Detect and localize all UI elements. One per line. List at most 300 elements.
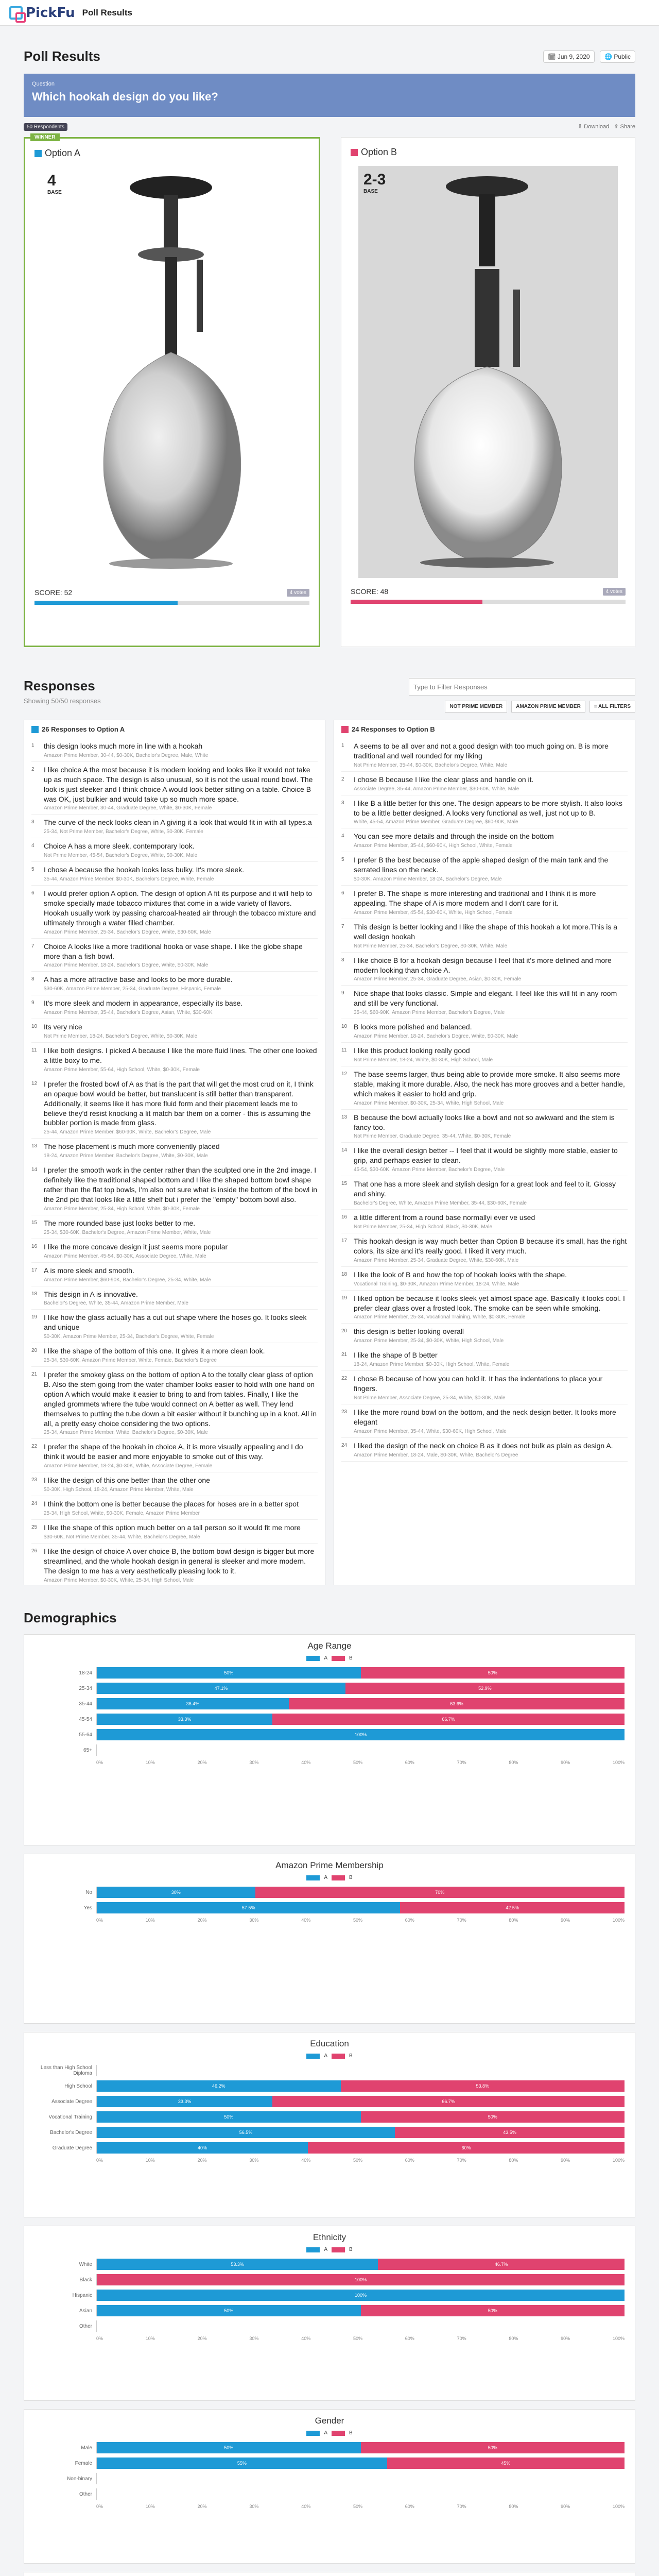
bar-row — [34, 2289, 625, 2302]
bar-segment-a[interactable]: 47.1% — [97, 1683, 345, 1694]
bar-segment-a[interactable]: 50% — [97, 2111, 361, 2123]
legend-a-swatch — [306, 1875, 320, 1880]
response-item — [31, 1019, 318, 1043]
response-item — [31, 862, 318, 886]
bar-track — [96, 2488, 625, 2500]
response-text: a little different from a round base normallyi ever ve used — [354, 1213, 535, 1222]
bar-segment-a[interactable]: 30% — [97, 1887, 255, 1898]
x-tick-label: 60% — [405, 2504, 414, 2509]
x-tick-label: 20% — [197, 1760, 207, 1765]
bar-segment-a[interactable]: 46.2% — [97, 2080, 341, 2092]
response-text: I chose A because the hookah looks less bulky. It's more sleek. — [44, 866, 245, 874]
response-meta: White, 45-54, Amazon Prime Member, Graduate Degree, $60-90K, Male — [354, 819, 518, 825]
response-text: The hose placement is much more conveniently placed — [44, 1142, 220, 1151]
responses-count: Showing 50/50 responses — [24, 697, 101, 705]
response-meta: Not Prime Member, 25-34, High School, Black, $0-30K, Male — [354, 1224, 493, 1230]
legend-b-label: B — [349, 1875, 353, 1880]
demographic-title: Gender — [315, 2416, 344, 2426]
bar-segment-a[interactable]: 55% — [97, 2458, 387, 2469]
response-number: 10 — [341, 1024, 348, 1030]
response-number: 22 — [31, 1444, 38, 1450]
response-item — [341, 1233, 628, 1267]
response-body — [44, 1313, 318, 1340]
visibility-chip[interactable]: 🌐 Public — [600, 50, 635, 63]
bar-track — [96, 1902, 625, 1913]
response-text: I like how the glass actually has a cut out shape where the hoses go. It looks sleek and unique — [44, 1313, 307, 1332]
x-tick-label: 30% — [249, 2158, 259, 2163]
bar-segment-b[interactable]: 60% — [308, 2142, 625, 2154]
bar-track — [96, 2111, 625, 2123]
bar-segment-a[interactable]: 50% — [97, 2442, 361, 2453]
demographic-panel — [24, 2032, 635, 2217]
bar-track — [96, 2096, 625, 2107]
response-meta: Amazon Prime Member, 25-34, Graduate Degree, Asian, $0-30K, Female — [354, 976, 522, 982]
bar-row — [34, 2441, 625, 2454]
response-text: Nice shape that looks classic. Simple and elegant. I feel like this will fit in any room and still be very functional. — [354, 989, 617, 1008]
response-text: I like B a little better for this one. The design appears to be more stylish. It also looks to be a little better designed. A looks very functional as well, just not up to B. — [354, 799, 622, 817]
bar-segment-b[interactable]: 42.5% — [400, 1902, 625, 1913]
response-item — [341, 1347, 628, 1371]
response-item — [341, 852, 628, 886]
response-meta: $30-60K, Amazon Prime Member, 25-34, Graduate Degree, Hispanic, Female — [44, 986, 221, 992]
legend-b-swatch — [332, 2431, 345, 2436]
response-item — [31, 1544, 318, 1585]
response-number: 24 — [341, 1442, 348, 1448]
response-text: I prefer the smokey glass on the bottom of option A to the totally clear glass of option B. Also the stem going from the water chamber looks easier to hold with one hand on option A which would make it easier to bring to and from tables. Finally, I like the angled grommets where the tube would connect on A better as well. They lend themselves to putting the tube down a bit easier without it bunching up in a knot. All in all, a pretty easy choice considering the two options. — [44, 1370, 317, 1428]
response-number: 8 — [31, 976, 34, 982]
response-meta: Amazon Prime Member, 25-34, $0-30K, White, High School, Male — [354, 1338, 504, 1344]
bar-row — [34, 2319, 625, 2333]
bar-segment-b[interactable]: 53.8% — [341, 2080, 625, 2092]
response-body — [44, 865, 244, 882]
response-text: I like the design of this one better than the other one — [44, 1476, 210, 1485]
bar-row-label: Yes — [83, 1905, 92, 1911]
bar-row — [34, 1886, 625, 1899]
bar-row-label: Bachelor's Degree — [50, 2129, 92, 2136]
x-tick-label: 40% — [301, 2158, 311, 2163]
response-number: 13 — [341, 1114, 348, 1120]
response-body — [44, 1547, 318, 1583]
response-text: I prefer the shape of the hookah in choice A, it is more visually appealing and I do think it would be easier and more enjoyable to smoke out of this way. — [44, 1443, 303, 1461]
demographic-panel — [24, 2572, 635, 2576]
response-body — [44, 975, 233, 992]
response-body — [354, 799, 628, 825]
demographic-title: Amazon Prime Membership — [275, 1860, 384, 1870]
x-tick-label: 80% — [509, 2504, 518, 2509]
legend-b-label: B — [349, 2247, 353, 2252]
response-meta: Not Prime Member, 18-24, White, $0-30K, High School, Male — [354, 1057, 493, 1063]
demographic-panel — [24, 2226, 635, 2401]
response-meta: Amazon Prime Member, 18-24, Bachelor's Degree, White, $0-30K, Male — [44, 962, 209, 969]
bar-segment-b[interactable]: 50% — [361, 2111, 625, 2123]
response-item — [341, 1043, 628, 1066]
response-meta: Amazon Prime Member, 30-44, Graduate Degree, White, $0-30K, Female — [44, 805, 212, 811]
bar-row-label: No — [85, 1889, 92, 1895]
bar-segment-a[interactable]: 33.3% — [97, 1714, 272, 1725]
bar-row-label: Non-binary — [67, 2476, 92, 2482]
bar-row — [34, 2064, 625, 2077]
option-b-card[interactable] — [341, 137, 635, 647]
response-text: I like choice A the most because it is modern looking and looks like it would not take up as much space. The design is also unusual, so it is not the usual round bowl. The look is just sleeker and I think choice A would look better sitting on a table. Choice B was OK, just bulkier and would take up so much more space. — [44, 765, 313, 803]
response-number: 11 — [31, 1047, 37, 1054]
response-item — [341, 1267, 628, 1291]
x-tick-label: 50% — [353, 2504, 362, 2509]
response-meta: Not Prime Member, 25-34, Bachelor's Degree, $0-30K, White, Male — [354, 943, 508, 949]
option-a-corner-icon: 4 BASE — [47, 172, 62, 195]
bar-segment-a[interactable]: 50% — [97, 2305, 361, 2316]
x-tick-label: 80% — [509, 1760, 518, 1765]
response-number: 2 — [341, 776, 344, 782]
x-tick-label: 90% — [561, 2504, 570, 2509]
bar-track — [96, 2127, 625, 2138]
bar-segment-b[interactable]: 45% — [387, 2458, 625, 2469]
option-a-label: Option A — [45, 148, 81, 158]
response-number: 5 — [341, 857, 344, 863]
response-text: A has a more attractive base and looks to be more durable. — [44, 975, 233, 984]
response-body — [354, 1046, 493, 1063]
response-number: 3 — [31, 819, 34, 825]
response-text: I like the look of B and how the top of hookah looks with the shape. — [354, 1270, 567, 1279]
response-item — [341, 738, 628, 772]
bar-segment-a[interactable]: 33.3% — [97, 2096, 272, 2107]
response-item — [31, 1215, 318, 1239]
legend-a-label: A — [324, 1655, 327, 1661]
response-item — [31, 762, 318, 815]
x-tick-label: 0% — [96, 2158, 103, 2163]
pickfu-logo[interactable]: PickFu — [9, 5, 75, 21]
bar-segment-a[interactable]: 100% — [97, 1729, 625, 1740]
response-meta: Amazon Prime Member, 18-24, $0-30K, White, Associate Degree, Female — [44, 1463, 213, 1469]
response-meta: Amazon Prime Member, 25-34, Bachelor's Degree, White, $30-60K, Male — [44, 929, 211, 935]
bar-track — [96, 2442, 625, 2453]
response-number: 24 — [31, 1501, 38, 1507]
bar-row-label: Less than High School Diploma — [40, 2065, 92, 2076]
bar-row-label: 35-44 — [79, 1701, 92, 1707]
response-body — [354, 1213, 535, 1230]
response-text: I like the design of choice A over choice B, the bottom bowl design is bigger but more streamlined, and the whole hookah design in general is sleeker and more modern. The design to me has a very aesthetically pleasing look to it. — [44, 1547, 315, 1575]
response-number: 23 — [341, 1409, 348, 1415]
x-tick-label: 20% — [197, 1918, 207, 1923]
bar-segment-a[interactable]: 57.5% — [97, 1902, 400, 1913]
response-number: 5 — [31, 867, 34, 873]
x-tick-label: 30% — [249, 2336, 259, 2341]
legend-b-swatch — [332, 1656, 345, 1661]
response-body — [44, 1079, 318, 1135]
response-text: You can see more details and through the inside on the bottom — [354, 832, 554, 841]
response-number: 14 — [31, 1167, 38, 1173]
response-body — [354, 1179, 628, 1206]
bar-track — [96, 1744, 625, 1756]
x-tick-label: 60% — [405, 1760, 414, 1765]
response-meta: Amazon Prime Member, 18-24, Male, $0-30K, White, Bachelor's Degree — [354, 1452, 518, 1458]
bar-segment-b[interactable]: 50% — [361, 2442, 625, 2453]
response-number: 7 — [31, 943, 34, 949]
response-meta: Amazon Prime Member, 30-44, $0-30K, Bachelor's Degree, Male, White — [44, 752, 209, 758]
bar-segment-b[interactable]: 70% — [255, 1887, 625, 1898]
legend-a-swatch — [306, 1656, 320, 1661]
response-item — [31, 1439, 318, 1472]
bar-segment-b[interactable]: 66.7% — [272, 2096, 625, 2107]
bar-segment-b[interactable]: 66.7% — [272, 1714, 625, 1725]
response-number: 26 — [31, 1548, 38, 1554]
bar-track — [96, 1667, 625, 1679]
response-number: 12 — [31, 1080, 38, 1087]
bar-segment-a[interactable]: 40% — [97, 2142, 308, 2154]
option-a-responses: 26 Responses to Option A 1 this design looks much more in line with a hookah Amazon Prime Member, 30-44, $0-30K, Bachelor's Degree, Male, White 2 I like choice A the most because it is modern looking and looks like it would not take up as much space. The design is also unusual, so it is not the usual round bowl. The look is just sleeker and I think choice A would look better sitting on a table. Choice B was OK, just bulkier and would take up so much more space. Amazon Prime Member, 30-44, Graduate Degree, White, $0-30K, Female 3 The curve of the neck looks clean in A giving it a look that would fit in with all types.a 25-34, Not Prime Member, Bachelor's Degree, White, $0-30K, Female 4 Choice A has a more sleek, contemporary look. Not Prime Member, 45-54, Bachelor's Degree, White, $0-30K, Male 5 I chose A because the hookah looks less bulky. It's more sleek. 35-44, Amazon Prime Member, $0-30K, Bachelor's Degree, White, Female 6 I would prefer option A option. The design of option A fit its purpose and it will help to smoke specially made tobacco mixtures that come in a wide variety of flavors. Hookah usually work by passing charcoal-heated air through the tobacco mixture and ultimately through a water filled chamber. Amazon Prime Member, 25-34, Bachelor's Degree, White, $30-60K, Male 7 Choice A looks like a more traditional hooka or vase shape. I like the globe shape more than a fish bowl. Amazon Prime Member, 18-24, Bachelor's Degree, White, $0-30K, Male 8 A has a more attractive base and looks to be more durable. $30-60K, Amazon Prime Member, 25-34, Graduate Degree, Hispanic, Female 9 It's more sleek and modern in appearance, especially its base. Amazon Prime Member, 35-44, Bachelor's Degree, Asian, White, $30-60K 10 Its very nice Not Prime Member, 18-24, Bachelor's Degree, White, $0-30K, Male 11 I like both designs. I picked A because I like the more fluid lines. The other one looked a little boxy to me. Amazon Prime Member, 55-64, High School, White, $0-30K, Female 12 I prefer the frosted bowl of A as that is the part that will get the most crud on it, I think an opaque bowl would be better, but translucent is still better than transparent. Additionally, it seems like it has more fluid form and their placement leads me to believe they'd resist knocking a lit match bar them on a corner - this is assuming the bubbler portion is made from glass. 25-44, Amazon Prime Member, $60-90K, White, Bachelor's Degree, Male 13 The hose placement is much more conveniently placed 18-24, Amazon Prime Member, Bachelor's Degree, White, $0-30K, Male 14 I prefer the smooth work in the center rather than the sculpted one in the 2nd image. I definitely like the traditional shaped bottom and I like the shaped bottom bowl shape rather than the flat top bowls, I'm also not sure what is inside the bottom of the bowl in the 2nd pic that looks like a little shelf but i prefer the "empty" bottom bowl also. Amazon Prime Member, 25-34, High School, White, $0-30K, Female 15 The more rounded base just looks better to me. 25-34, $30-60K, Bachelor's Degree, Amazon Prime Member, White, Male 16 I like the more concave design it just seems more popular Amazon Prime Member, 45-54, $0-30K, Associate Degree, White, Male 17 A is more sleek and smooth. Amazon Prime Member, $60-90K, Bachelor's Degree, 25-34, White, Male 18 This design in A is innovative. Bachelor's Degree, White, 35-44, Amazon Prime Member, Male 19 I like how the glass actually has a cut out shape where the hoses go. It looks sleek and unique $0-30K, Amazon Prime Member, 25-34, Bachelor's Degree, White, Female 20 I like the shape of the bottom of this one. It gives it a more clean look. 25-34, $30-60K, Amazon Prime Member, White, Female, Bachelor's Degree 21 I prefer the smokey glass on the bottom of option A to the totally clear glass of option B. Also the stem going from the water chamber looks easier to hold with one hand on option A which would make it easier to bring to and from tables. Finally, I like the angled grommets where the tube would connect on A better as well. They lend themselves to putting the tube down a bit easier without it bunching up in a knot. All in all, a pretty easy choice considering the two options. 25-34, Amazon Prime Member, White, Bachelor's Degree, $0-30K, Male 22 I prefer the shape of the hookah in choice A, it is more visually appealing and I do think it would be easier and more enjoyable to smoke out of this way. Amazon Prime Member, 18-24, $0-30K, White, Associate Degree, Female 23 I like the design of this one better than the other one $0-30K, High School, 18-24, Amazon Prime Member, White, Male 24 I think the bottom one is better because the places for hoses are in a better spot 25-34, High School, White, $0-30K, Female, Amazon Prime Member 25 I like the shape of this option much better on a tall person so it would fit me more $30-60K, Not Prime Member, 35-44, White, Bachelor's Degree, Male 26 I like the design of choice A over choice B, the bottom bowl design is bigger but more streamlined, and the whole hookah design in general is sleeker and more modern. The design to me has a very aesthetically pleasing look to it. Amazon Prime Member, $0-30K, White, 25-34, High School, Male — [24, 720, 325, 1585]
x-tick-label: 100% — [612, 1760, 625, 1765]
bar-row — [34, 2258, 625, 2271]
x-tick-label: 50% — [353, 2336, 362, 2341]
chart-legend — [34, 2430, 625, 2436]
response-item — [341, 1324, 628, 1347]
response-meta: 18-24, Amazon Prime Member, Bachelor's Degree, White, $0-30K, Male — [44, 1153, 208, 1159]
response-text: I chose B because I like the clear glass and handle on it. — [354, 775, 534, 784]
x-tick-label: 40% — [301, 1760, 311, 1765]
response-item — [31, 1286, 318, 1310]
response-item — [31, 838, 318, 862]
hookah-a-icon — [42, 167, 302, 579]
bar-segment-b[interactable]: 43.5% — [395, 2127, 625, 2138]
bar-segment-a[interactable]: 53.3% — [97, 2259, 378, 2270]
response-number: 19 — [341, 1295, 348, 1301]
response-body — [44, 1165, 318, 1212]
response-item — [31, 1496, 318, 1520]
col-b-swatch — [341, 726, 349, 733]
bar-row — [34, 2126, 625, 2139]
response-meta: Amazon Prime Member, $60-90K, Bachelor's Degree, 25-34, White, Male — [44, 1277, 211, 1283]
hookah-b-icon — [358, 166, 618, 578]
response-body — [44, 1290, 188, 1307]
option-b-score-bar — [351, 600, 626, 604]
x-tick-label: 80% — [509, 1918, 518, 1923]
bar-row — [34, 1682, 625, 1695]
response-meta: 35-44, $60-90K, Amazon Prime Member, Bachelor's Degree, Male — [354, 1010, 505, 1016]
response-text: I like both designs. I picked A because I like the more fluid lines. The other one looked a little boxy to me. — [44, 1046, 317, 1065]
response-item — [31, 1239, 318, 1263]
response-text: The curve of the neck looks clean in A giving it a look that would fit in with all types.a — [44, 818, 312, 827]
response-body — [44, 889, 318, 935]
x-axis-ticks — [96, 1760, 625, 1765]
bar-segment-a[interactable]: 56.5% — [97, 2127, 395, 2138]
x-tick-label: 70% — [457, 2504, 466, 2509]
legend-b-label: B — [349, 2430, 353, 2436]
response-item — [341, 886, 628, 919]
option-a-card[interactable] — [24, 134, 320, 647]
bar-track — [96, 1683, 625, 1694]
response-item — [31, 995, 318, 1019]
prime-filter-button[interactable]: AMAZON PRIME MEMBER — [511, 701, 585, 713]
bar-row-label: 65+ — [83, 1747, 92, 1753]
response-number: 16 — [31, 1243, 38, 1249]
legend-b-swatch — [332, 1875, 345, 1880]
response-text: I like choice B for a hookah design because I feel that it's more defined and more modern looking than choice A. — [354, 956, 612, 974]
bar-row-label: Graduate Degree — [52, 2145, 92, 2151]
bar-segment-b[interactable]: 52.9% — [345, 1683, 625, 1694]
response-body — [44, 1370, 318, 1435]
response-text: this design is better looking overall — [354, 1327, 464, 1336]
bar-row-label: Hispanic — [72, 2292, 92, 2298]
response-text: It's more sleek and modern in appearance, especially its base. — [44, 999, 243, 1008]
bar-segment-b[interactable]: 50% — [361, 1667, 625, 1679]
response-meta: $0-30K, Amazon Prime Member, 25-34, Bachelor's Degree, White, Female — [44, 1334, 214, 1340]
not-prime-filter-button[interactable]: NOT PRIME MEMBER — [445, 701, 507, 713]
question-text: Which hookah design do you like? — [32, 90, 218, 103]
x-tick-label: 0% — [96, 2336, 103, 2341]
bar-row-label: High School — [64, 2083, 92, 2089]
x-tick-label: 60% — [405, 2336, 414, 2341]
response-text: I like the more concave design it just seems more popular — [44, 1242, 228, 1251]
top-bar — [0, 0, 659, 26]
response-meta: Not Prime Member, Graduate Degree, 35-44, White, $0-30K, Female — [354, 1133, 511, 1140]
response-meta: Not Prime Member, Associate Degree, 25-34, White, $0-30K, Male — [354, 1395, 506, 1401]
response-item — [341, 1019, 628, 1043]
response-text: This design is better looking and I like the shape of this hookah a lot more.This is a well design hookah — [354, 922, 618, 941]
winner-badge: WINNER — [30, 133, 60, 141]
response-body — [354, 1113, 628, 1140]
response-text: I would prefer option A option. The design of option A fit its purpose and it will help to smoke specially made tobacco mixtures that come in a wide variety of flavors. Hookah usually work by passing charcoal-heated air through the tobacco mixture and ultimately through a water filled chamber. — [44, 889, 316, 927]
download-link[interactable]: ⇩ Download — [577, 124, 610, 130]
response-body — [44, 1218, 211, 1235]
option-b-score: SCORE: 48 — [351, 587, 389, 596]
legend-b-label: B — [349, 1655, 353, 1661]
response-number: 23 — [31, 1477, 38, 1483]
response-number: 1 — [31, 743, 34, 749]
response-item — [31, 1520, 318, 1544]
response-item — [31, 1076, 318, 1139]
response-number: 16 — [341, 1214, 348, 1221]
response-item — [31, 1043, 318, 1076]
response-item — [341, 1143, 628, 1176]
response-body — [44, 1523, 301, 1540]
bar-segment-b[interactable]: 46.7% — [378, 2259, 625, 2270]
response-body — [354, 1022, 518, 1039]
share-link[interactable]: ⇪ Share — [614, 124, 635, 130]
demographic-panel — [24, 2409, 635, 2564]
x-axis-ticks — [96, 2336, 625, 2341]
x-tick-label: 100% — [612, 2504, 625, 2509]
response-number: 19 — [31, 1314, 38, 1320]
option-a-swatch — [34, 150, 42, 157]
bar-segment-a[interactable]: 36.4% — [97, 1698, 289, 1709]
bar-track — [96, 1887, 625, 1898]
response-item — [31, 815, 318, 838]
response-text: I like the more round bowl on the bottom, and the neck design better. It looks more elegant — [354, 1408, 616, 1426]
response-meta: Not Prime Member, 35-44, $0-30K, Bachelor's Degree, White, Male — [354, 762, 508, 768]
response-text: Choice A looks like a more traditional hooka or vase shape. I like the globe shape more than a fish bowl. — [44, 942, 303, 960]
response-item — [341, 1438, 628, 1462]
legend-a-label: A — [324, 2430, 327, 2436]
chart-legend — [34, 2247, 625, 2252]
option-b-image[interactable] — [358, 166, 618, 578]
response-meta: 35-44, Amazon Prime Member, $0-30K, Bachelor's Degree, White, Female — [44, 876, 214, 883]
question-label: Question — [32, 81, 55, 87]
response-body — [44, 1499, 299, 1516]
option-a-image[interactable] — [42, 167, 302, 579]
demographic-title: Age Range — [307, 1641, 352, 1651]
response-item — [341, 1210, 628, 1233]
bar-track — [96, 1714, 625, 1725]
response-text: A is more sleek and smooth. — [44, 1266, 134, 1275]
bar-segment-a[interactable]: 50% — [97, 1667, 361, 1679]
response-item — [31, 1139, 318, 1162]
legend-a-swatch — [306, 2431, 320, 2436]
x-tick-label: 20% — [197, 2504, 207, 2509]
response-text: this design looks much more in line with a hookah — [44, 742, 203, 750]
response-text: I like the overall design better -- I feel that it would be slightly more stable, easier to grip, and perhaps easier to clean. — [354, 1146, 618, 1165]
response-meta: Bachelor's Degree, White, Amazon Prime Member, 35-44, $30-60K, Female — [354, 1200, 527, 1207]
response-body — [354, 1350, 509, 1367]
bar-row — [34, 1728, 625, 1741]
bar-track — [96, 2274, 625, 2285]
x-tick-label: 90% — [561, 1760, 570, 1765]
bar-track — [96, 2290, 625, 2301]
legend-a-swatch — [306, 2247, 320, 2252]
bar-segment-a[interactable]: 100% — [97, 2290, 625, 2301]
bar-segment-b[interactable]: 63.6% — [289, 1698, 625, 1709]
response-item — [31, 1367, 318, 1439]
response-item — [31, 1263, 318, 1286]
response-body — [354, 1270, 567, 1287]
response-number: 9 — [341, 990, 344, 996]
all-filters-button[interactable]: ≡ ALL FILTERS — [589, 701, 635, 713]
response-meta: Bachelor's Degree, White, 35-44, Amazon Prime Member, Male — [44, 1300, 188, 1307]
response-meta: Amazon Prime Member, 25-34, Graduate Degree, White, $30-60K, Male — [354, 1257, 519, 1263]
response-text: I prefer B. The shape is more interesting and traditional and I think it is more appealing. The shape of A is more modern and I don't care for it. — [354, 889, 596, 908]
response-text: A seems to be all over and not a good design with too much going on. B is more traditional and well rounded for my liking — [354, 742, 609, 760]
response-item — [31, 738, 318, 762]
x-tick-label: 10% — [145, 2504, 155, 2509]
response-number: 17 — [341, 1238, 348, 1244]
response-item — [341, 953, 628, 986]
bar-row — [34, 2487, 625, 2501]
response-body — [44, 818, 312, 835]
response-body — [44, 1242, 228, 1259]
response-number: 20 — [31, 1348, 38, 1354]
response-body — [354, 1374, 628, 1401]
response-number: 12 — [341, 1071, 348, 1077]
response-body — [44, 1346, 265, 1363]
bar-row-label: Vocational Training — [48, 2114, 92, 2120]
x-tick-label: 10% — [145, 1918, 155, 1923]
response-item — [341, 1404, 628, 1438]
response-body — [44, 998, 242, 1015]
x-tick-label: 70% — [457, 2158, 466, 2163]
response-text: Its very nice — [44, 1023, 82, 1031]
response-number: 18 — [31, 1291, 38, 1297]
response-meta: Amazon Prime Member, $0-30K, 25-34, White, High School, Male — [354, 1100, 504, 1106]
response-body — [44, 942, 318, 969]
response-body — [44, 1266, 211, 1283]
response-meta: 25-34, High School, White, $0-30K, Female, Amazon Prime Member — [44, 1510, 200, 1516]
response-number: 20 — [341, 1328, 348, 1334]
bar-row — [34, 2141, 625, 2155]
bar-segment-b[interactable]: 100% — [97, 2274, 625, 2285]
x-tick-label: 80% — [509, 2158, 518, 2163]
bar-row-label: Asian — [79, 2308, 92, 2314]
response-number: 4 — [341, 833, 344, 839]
response-meta: $30-60K, Not Prime Member, 35-44, White, Bachelor's Degree, Male — [44, 1534, 200, 1540]
bar-row-label: Black — [79, 2277, 92, 2283]
x-tick-label: 60% — [405, 1918, 414, 1923]
response-item — [31, 1310, 318, 1343]
x-tick-label: 20% — [197, 2336, 207, 2341]
x-axis-ticks — [96, 2504, 625, 2509]
filter-input[interactable] — [409, 678, 635, 696]
response-meta: Amazon Prime Member, 35-44, $60-90K, High School, White, Female — [354, 843, 513, 849]
response-item — [31, 972, 318, 995]
bar-segment-b[interactable]: 50% — [361, 2305, 625, 2316]
response-meta: Associate Degree, 35-44, Amazon Prime Member, $30-60K, White, Male — [354, 786, 519, 792]
